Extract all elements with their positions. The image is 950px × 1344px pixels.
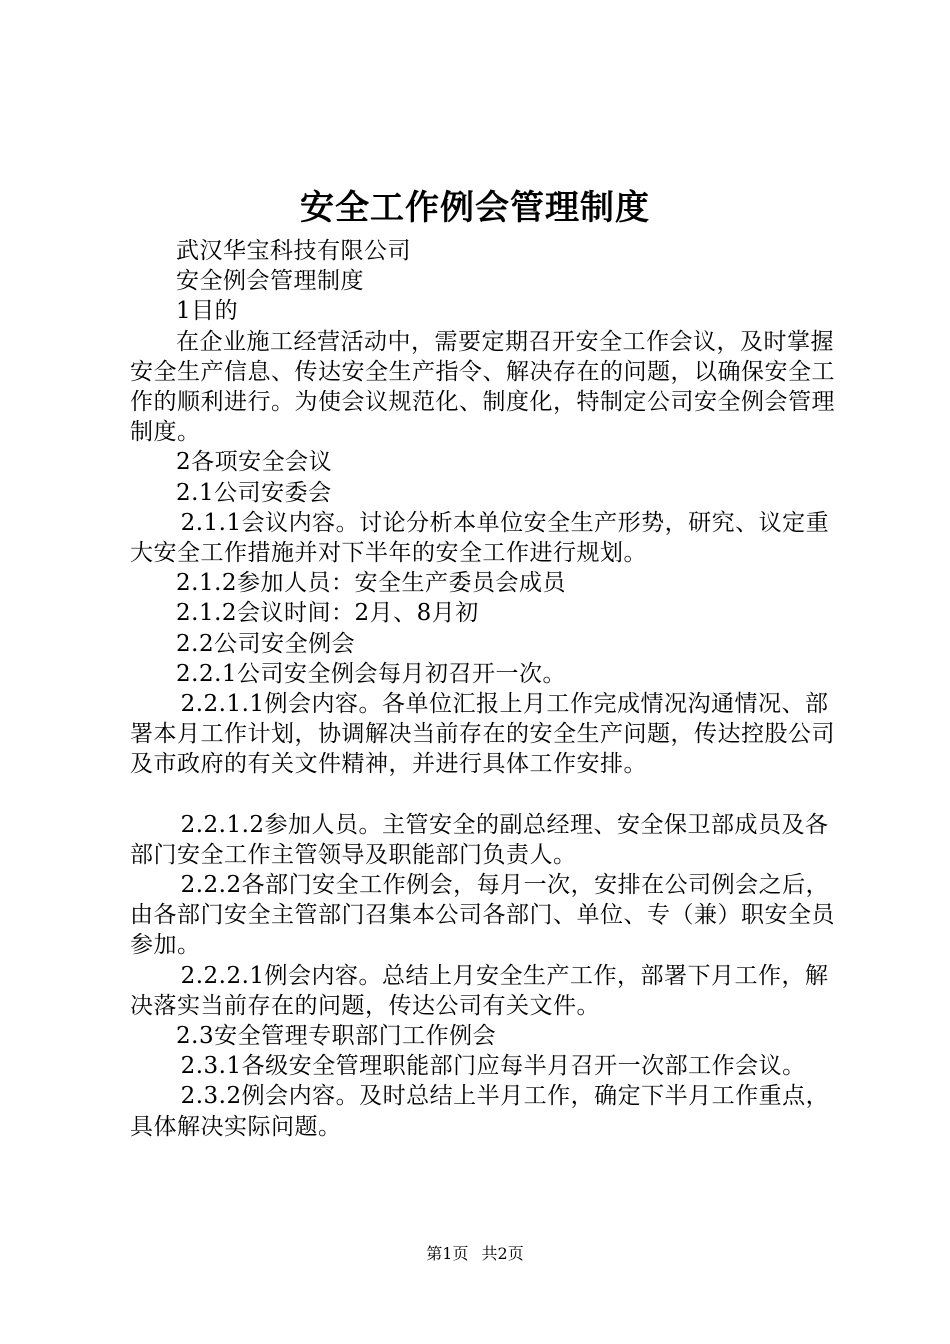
subtitle: 安全例会管理制度 [176, 268, 364, 295]
paragraph: 2.3.1各级安全管理职能部门应每半月召开一次部工作会议。 [180, 1053, 806, 1080]
section-heading: 2各项安全会议 [176, 449, 333, 476]
subsection-heading: 2.3安全管理专职部门工作例会 [176, 1023, 497, 1050]
page-footer [0, 1242, 950, 1266]
section-heading: 1目的 [176, 298, 239, 325]
paragraph: 2.2.2各部门安全工作例会，每月一次，安排在公司例会之后，由各部门安全主管部门召集本公司各部门、单位、专（兼）职安全员参加。 [130, 872, 835, 959]
company-name: 武汉华宝科技有限公司 [176, 238, 411, 264]
page-total: 共2页 [481, 1244, 524, 1263]
paragraph: 2.2.1.1例会内容。各单位汇报上月工作完成情况沟通情况、部署本月工作计划，协调解决当前存在的安全生产问题，传达控股公司及市政府的有关文件精神，并进行具体工作安排。 [130, 691, 835, 778]
paragraph: 2.3.2例会内容。及时总结上半月工作，确定下半月工作重点，具体解决实际问题。 [130, 1083, 830, 1140]
paragraph: 2.2.2.1例会内容。总结上月安全生产工作，部署下月工作，解决落实当前存在的问题，传达公司有关文件。 [130, 962, 829, 1019]
document-title: 安全工作例会管理制度 [300, 188, 650, 228]
paragraph: 2.1.2参加人员：安全生产委员会成员 [176, 570, 567, 597]
document-body [130, 236, 835, 1142]
paragraph: 在企业施工经营活动中，需要定期召开安全工作会议，及时掌握安全生产信息、传达安全生产指令、解决存在的问题，以确保安全工作的顺利进行。为使会议规范化、制度化，特制定公司安全例会管理制度。 [130, 328, 835, 446]
paragraph: 2.1.1会议内容。讨论分析本单位安全生产形势，研究、议定重大安全工作措施并对下半年的安全工作进行规划。 [130, 509, 830, 567]
page-number: 第1页 [426, 1244, 469, 1263]
subsection-heading: 2.1公司安委会 [176, 479, 332, 506]
paragraph: 2.2.1公司安全例会每月初召开一次。 [176, 660, 567, 687]
paragraph: 2.1.2会议时间：2月、8月初 [176, 600, 479, 627]
paragraph: 2.2.1.2参加人员。主管安全的副总经理、安全保卫部成员及各部门安全工作主管领导及职能部门负责人。 [130, 811, 829, 868]
subsection-heading: 2.2公司安全例会 [176, 630, 356, 657]
